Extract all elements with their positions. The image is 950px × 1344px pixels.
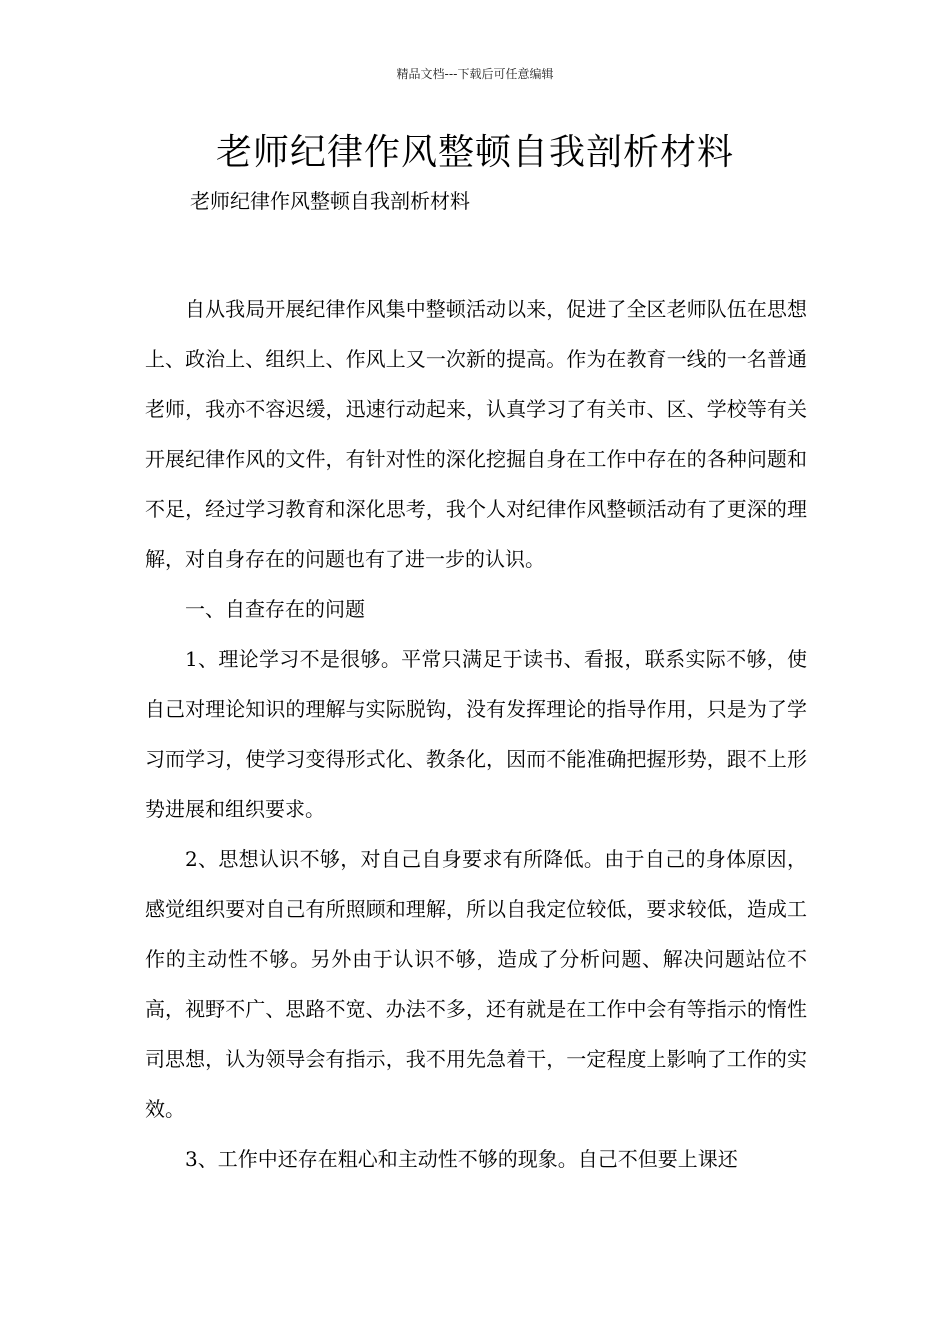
document-title: 老师纪律作风整顿自我剖析材料 [215, 132, 734, 173]
paragraph-item-1: 1、理论学习不是很够。平常只满足于读书、看报，联系实际不够，使自己对理论知识的理解与实际脱钩，没有发挥理论的指导作用，只是为了学习而学习，使学习变得形式化、教条化，因而不能准确把握形势，跟不上形势进展和组织要求。 [145, 647, 807, 821]
paragraph-item-3: 3、工作中还存在粗心和主动性不够的现象。自己不但要上课还 [185, 1147, 738, 1171]
header-note: 精品文档---下载后可任意编辑 [396, 67, 554, 81]
section-heading-problems: 一、自查存在的问题 [185, 597, 365, 621]
paragraph-item-2: 2、思想认识不够，对自己自身要求有所降低。由于自己的身体原因，感觉组织要对自己有所照顾和理解，所以自我定位较低，要求较低，造成工作的主动性不够。另外由于认识不够，造成了分析问题、解决问题站位不高，视野不广、思路不宽、办法不多，还有就是在工作中会有等指示的惰性司思想，认为领导会有指示，我不用先急着干，一定程度上影响了工作的实效。 [145, 847, 807, 1121]
paragraph-intro: 自从我局开展纪律作风集中整顿活动以来，促进了全区老师队伍在思想上、政治上、组织上、作风上又一次新的提高。作为在教育一线的一名普通老师，我亦不容迟缓，迅速行动起来，认真学习了有关市、区、学校等有关开展纪律作风的文件，有针对性的深化挖掘自身在工作中存在的各种问题和不足，经过学习教育和深化思考，我个人对纪律作风整顿活动有了更深的理解，对自身存在的问题也有了进一步的认识。 [145, 297, 807, 571]
document-subtitle: 老师纪律作风整顿自我剖析材料 [190, 189, 470, 213]
document-body [145, 284, 807, 1184]
